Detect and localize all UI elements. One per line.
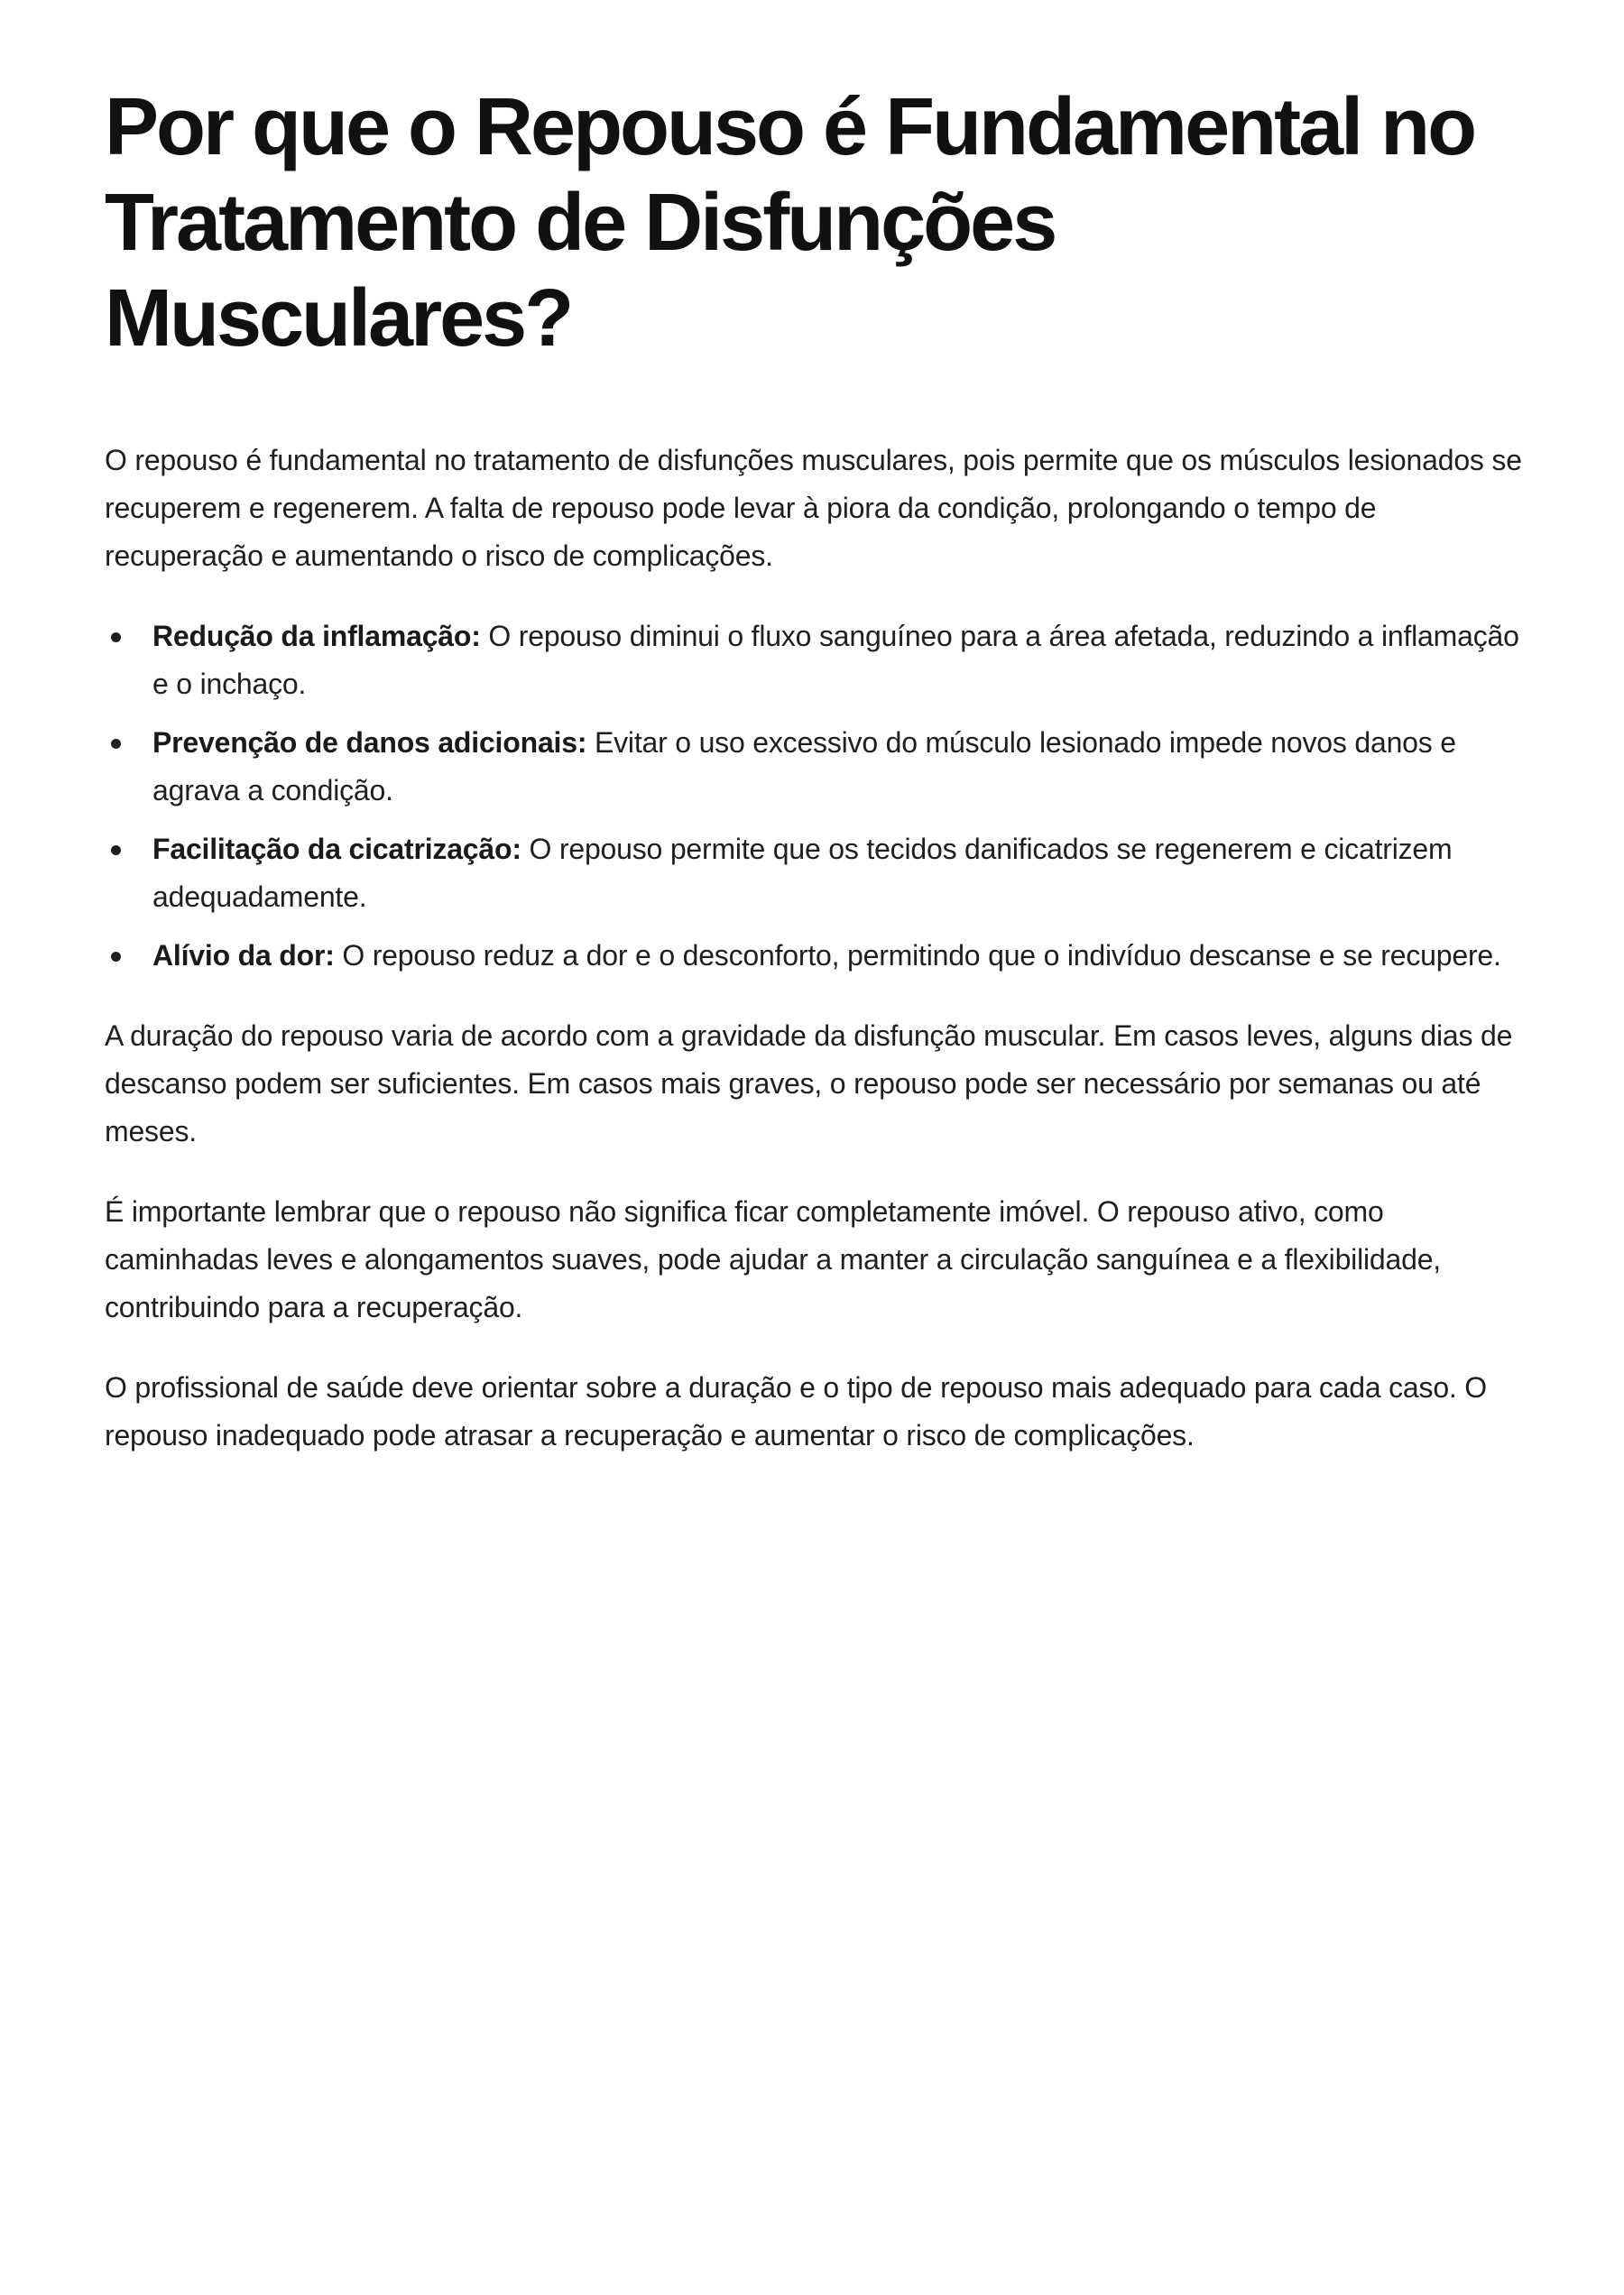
active-rest-paragraph: É importante lembrar que o repouso não significa ficar completamente imóvel. O repouso ativo, como caminhadas leves e alongamentos suaves, pode ajudar a manter a circulação sanguínea e a flexibilidade, contribuindo para a recuperação. xyxy=(105,1195,1441,1323)
list-item xyxy=(105,613,1539,708)
list-item-text: O repouso permite que os tecidos danificados se regenerem e cicatrizem adequadamente. xyxy=(152,833,1453,913)
duration-paragraph: A duração do repouso varia de acordo com a gravidade da disfunção muscular. Em casos leves, alguns dias de descanso podem ser suficientes. Em casos mais graves, o repouso pode ser necessário por semanas ou até meses. xyxy=(105,1019,1513,1148)
intro-paragraph: O repouso é fundamental no tratamento de disfunções musculares, pois permite que os músculos lesionados se recuperem e regenerem. A falta de repouso pode levar à piora da condição, prolongando o tempo de recuperação e aumentando o risco de complicações. xyxy=(105,444,1522,572)
list-item-term: Alívio da dor: xyxy=(152,939,335,972)
professional-guidance-paragraph: O profissional de saúde deve orientar sobre a duração e o tipo de repouso mais adequado para cada caso. O repouso inadequado pode atrasar a recuperação e aumentar o risco de complicações. xyxy=(105,1371,1488,1452)
list-item-term: Prevenção de danos adicionais: xyxy=(152,726,587,759)
bullet-icon xyxy=(111,845,121,855)
list-item-term: Redução da inflamação: xyxy=(152,620,481,652)
bullet-icon xyxy=(111,952,121,962)
list-item-text: O repouso diminui o fluxo sanguíneo para a área afetada, reduzindo a inflamação e o inchaço. xyxy=(152,620,1519,700)
list-item-text: O repouso reduz a dor e o desconforto, permitindo que o indivíduo descanse e se recupere. xyxy=(334,939,1501,972)
bullet-icon xyxy=(111,739,121,749)
list-item xyxy=(105,719,1539,815)
document-page xyxy=(105,79,1539,1492)
list-item-term: Facilitação da cicatrização: xyxy=(152,833,521,865)
benefits-list xyxy=(105,613,1539,980)
list-item xyxy=(105,825,1539,921)
list-item xyxy=(105,932,1539,980)
page-title: Por que o Repouso é Fundamental no Tratamento de Disfunções Musculares? xyxy=(105,82,1475,364)
list-item-text: Evitar o uso excessivo do músculo lesionado impede novos danos e agrava a condição. xyxy=(152,726,1456,806)
bullet-icon xyxy=(111,632,121,642)
